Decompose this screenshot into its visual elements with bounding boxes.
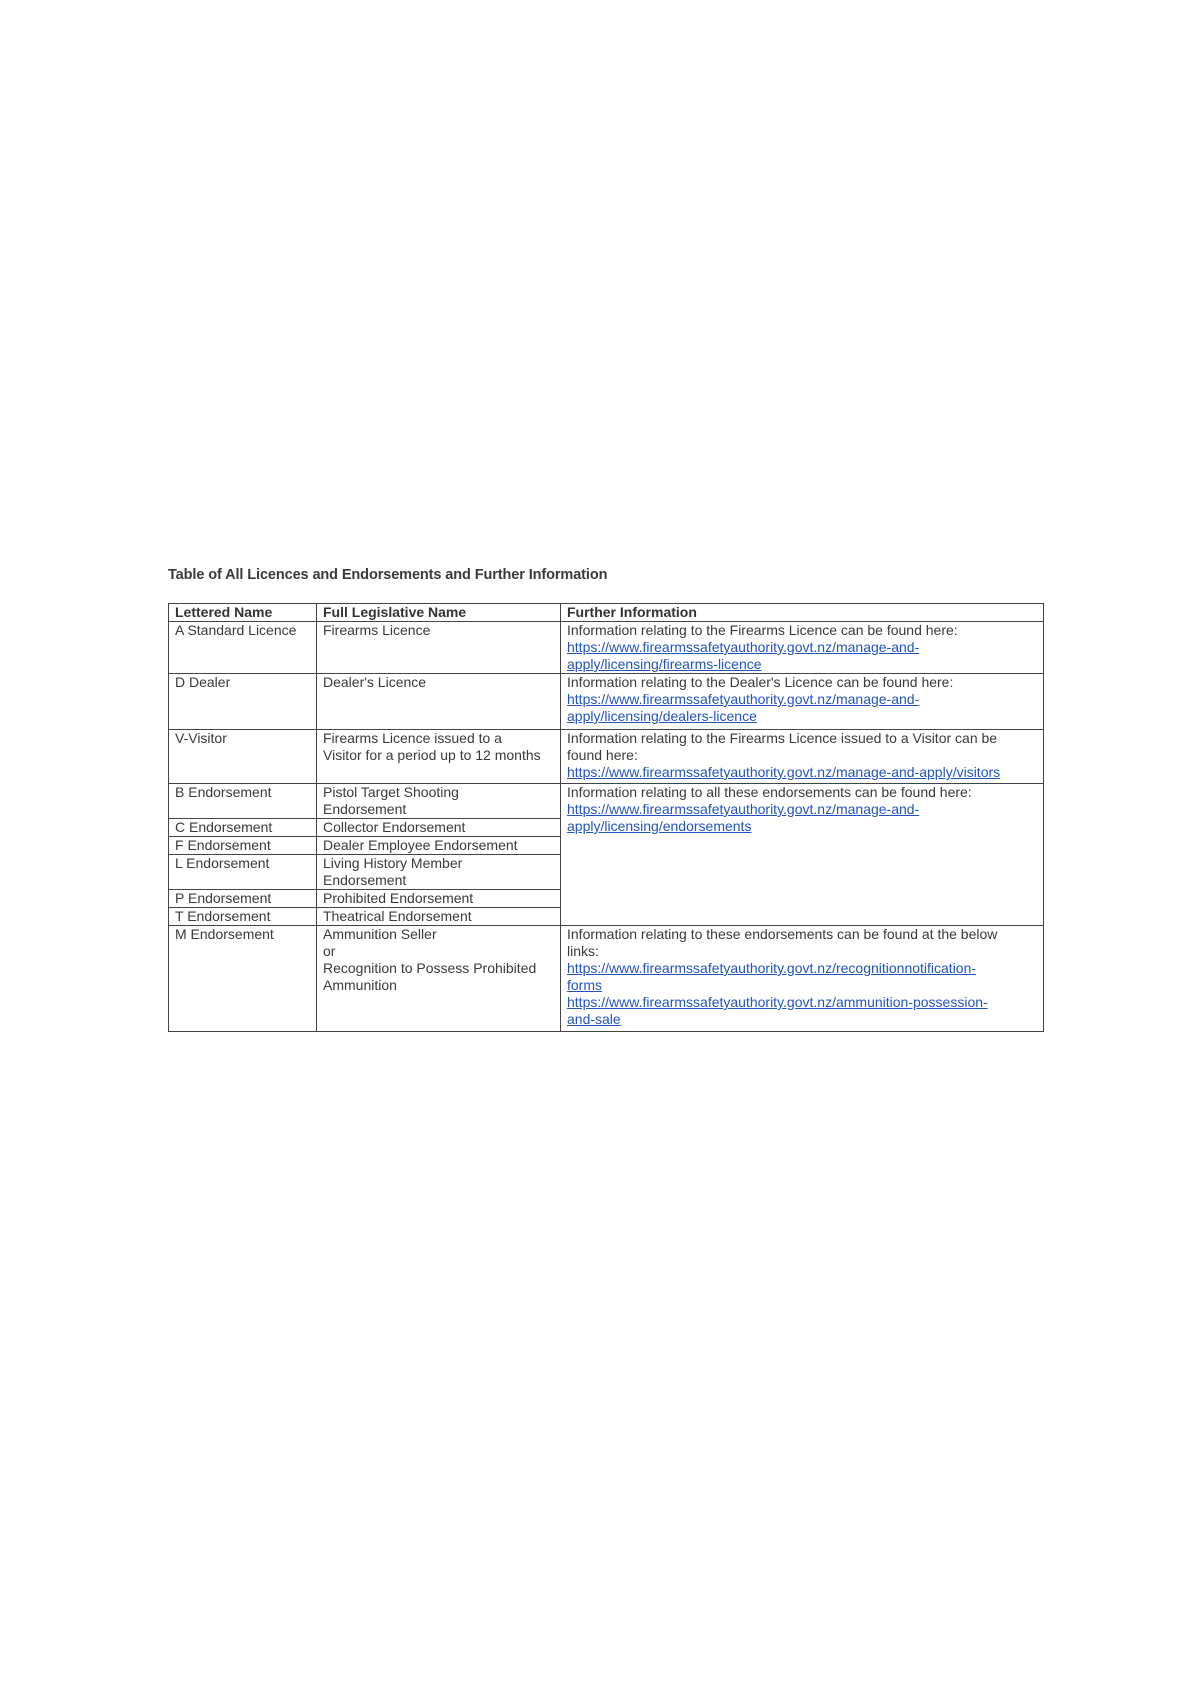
lettered-name: V-Visitor (175, 730, 227, 746)
endorsements-link-cont[interactable]: apply/licensing/endorsements (567, 818, 752, 834)
legislative-name-cell (317, 622, 561, 674)
legislative-name-cell (317, 730, 561, 784)
lettered-name: A Standard Licence (175, 622, 297, 638)
table-row (169, 784, 1044, 819)
header-full-legislative-name: Full Legislative Name (317, 604, 561, 622)
lettered-name: T Endorsement (175, 908, 271, 924)
lettered-name-cell (169, 819, 317, 837)
lettered-name-cell (169, 622, 317, 674)
table-row (169, 926, 1044, 1032)
recognition-notification-forms-link-cont[interactable]: forms (567, 977, 602, 993)
legislative-name: Firearms Licence issued to a (323, 730, 502, 746)
legislative-name: Dealer's Licence (323, 674, 427, 690)
ammunition-possession-sale-link-cont[interactable]: and-sale (567, 1011, 621, 1027)
lettered-name: F Endorsement (175, 837, 271, 853)
lettered-name: C Endorsement (175, 819, 273, 835)
legislative-name: Dealer Employee Endorsement (323, 837, 518, 853)
further-info-cell-endorsements (561, 784, 1044, 926)
legislative-name: Prohibited Endorsement (323, 890, 474, 906)
info-text-cont: links: (567, 943, 599, 959)
table-header-row (169, 604, 1044, 622)
legislative-name-cell (317, 926, 561, 1032)
lettered-name-cell (169, 784, 317, 819)
firearms-licence-link[interactable]: https://www.firearmssafetyauthority.govt.nz/manage-and- (567, 639, 920, 655)
legislative-name-cell (317, 908, 561, 926)
legislative-name-cell (317, 890, 561, 908)
lettered-name: M Endorsement (175, 926, 274, 942)
info-text: Information relating to the Firearms Licence issued to a Visitor can be (567, 730, 998, 746)
legislative-name-cell (317, 819, 561, 837)
visitors-link[interactable]: https://www.firearmssafetyauthority.govt.nz/manage-and-apply/visitors (567, 764, 1001, 780)
legislative-name: Collector Endorsement (323, 819, 466, 835)
legislative-name: Firearms Licence (323, 622, 431, 638)
further-info-cell (561, 730, 1044, 784)
legislative-name: Living History Member (323, 855, 463, 871)
info-text-cont: found here: (567, 747, 638, 763)
further-info-cell (561, 674, 1044, 730)
lettered-name-cell (169, 730, 317, 784)
legislative-name-cont: Endorsement (323, 872, 407, 888)
licences-endorsements-table (168, 603, 1044, 1032)
legislative-name-alt-cont: Ammunition (323, 977, 397, 993)
lettered-name: D Dealer (175, 674, 231, 690)
recognition-notification-forms-link[interactable]: https://www.firearmssafetyauthority.govt.nz/recognitionnotification- (567, 960, 977, 976)
lettered-name-cell (169, 674, 317, 730)
table-title: Table of All Licences and Endorsements and Further Information (168, 567, 608, 583)
legislative-name: Pistol Target Shooting (323, 784, 459, 800)
header-further-information: Further Information (561, 604, 1044, 622)
lettered-name: P Endorsement (175, 890, 272, 906)
legislative-name-cell (317, 855, 561, 890)
info-text: Information relating to these endorsements can be found at the below (567, 926, 998, 942)
dealers-licence-link[interactable]: https://www.firearmssafetyauthority.govt.nz/manage-and- (567, 691, 920, 707)
header-lettered-name: Lettered Name (169, 604, 317, 622)
legislative-name-alt: Recognition to Possess Prohibited (323, 960, 537, 976)
lettered-name: L Endorsement (175, 855, 270, 871)
lettered-name-cell (169, 890, 317, 908)
firearms-licence-link-cont[interactable]: apply/licensing/firearms-licence (567, 656, 762, 672)
info-text: Information relating to the Dealer's Licence can be found here: (567, 674, 954, 690)
legislative-name-cell (317, 837, 561, 855)
endorsements-link[interactable]: https://www.firearmssafetyauthority.govt.nz/manage-and- (567, 801, 920, 817)
legislative-name: Ammunition Seller (323, 926, 437, 942)
dealers-licence-link-cont[interactable]: apply/licensing/dealers-licence (567, 708, 757, 724)
legislative-name-cont: Visitor for a period up to 12 months (323, 747, 541, 763)
lettered-name-cell (169, 855, 317, 890)
info-text: Information relating to all these endorsements can be found here: (567, 784, 972, 800)
lettered-name-cell (169, 908, 317, 926)
lettered-name-cell (169, 837, 317, 855)
lettered-name: B Endorsement (175, 784, 272, 800)
legislative-name-cont: Endorsement (323, 801, 407, 817)
ammunition-possession-sale-link[interactable]: https://www.firearmssafetyauthority.govt.nz/ammunition-possession- (567, 994, 988, 1010)
lettered-name-cell (169, 926, 317, 1032)
further-info-cell (561, 622, 1044, 674)
info-text: Information relating to the Firearms Licence can be found here: (567, 622, 958, 638)
table-row (169, 674, 1044, 730)
legislative-name: Theatrical Endorsement (323, 908, 472, 924)
legislative-name-or: or (323, 943, 336, 959)
legislative-name-cell (317, 674, 561, 730)
table-row (169, 622, 1044, 674)
legislative-name-cell (317, 784, 561, 819)
table-row (169, 730, 1044, 784)
further-info-cell (561, 926, 1044, 1032)
